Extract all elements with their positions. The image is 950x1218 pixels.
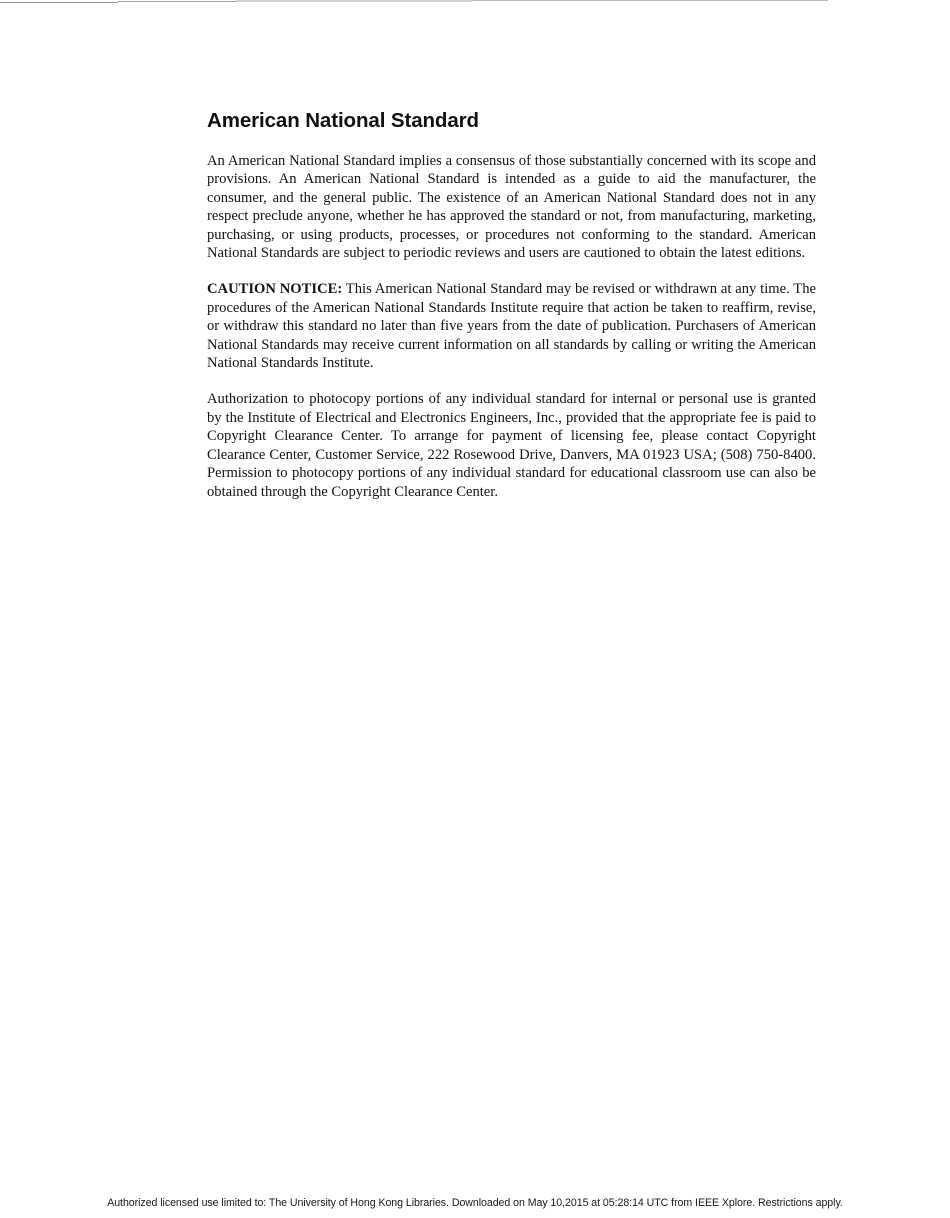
license-footer: Authorized licensed use limited to: The University of Hong Kong Libraries. Downloaded on May 10,2015 at 05:28:14 UTC from IEEE Xplore. Restrictions apply.	[107, 1197, 843, 1209]
paragraph-text: Authorization to photocopy portions of any individual standard for internal or personal use is granted by the Institute of Electrical and Electronics Engineers, Inc., provided that the appropriate fee is paid to Copyright Clearance Center. To arrange for payment of licensing fee, please contact Copyright Clearance Center, Customer Service, 222 Rosewood Drive, Danvers, MA 01923 USA; (508) 750-8400. Permission to photocopy portions of any individual standard for educational classroom use can also be obtained through the Copyright Clearance Center.	[207, 391, 816, 500]
top-edge-rule	[118, 1, 236, 2]
paragraph-text: An American National Standard implies a consensus of those substantially concerned with its scope and provisions. An American National Standard is intended as a guide to aid the manufacturer, the consumer, and the general public. The existence of an American National Standard does not in any respect preclude anyone, whether he has approved the standard or not, from manufacturing, marketing, purchasing, or using products, processes, or procedures not conforming to the standard. American National Standards are subject to periodic reviews and users are cautioned to obtain the latest editions.	[207, 153, 816, 262]
document-body	[207, 108, 816, 519]
page-title: American National Standard	[207, 109, 479, 132]
paragraph-caution-notice	[207, 280, 816, 372]
paragraph-ans-definition	[207, 152, 816, 262]
paragraph-text: This American National Standard may be revised or withdrawn at any time. The procedures of the American National Standards Institute require that action be taken to reaffirm, revise, or withdraw this standard no later than five years from the date of publication. Purchasers of American National Standards may receive current information on all standards by calling or writing the American National Standards Institute.	[207, 281, 816, 372]
top-edge-rule	[472, 0, 828, 1]
caution-notice-label: CAUTION NOTICE:	[207, 281, 343, 298]
top-edge-rule	[0, 2, 118, 3]
paragraph-photocopy-authorization	[207, 390, 816, 500]
top-edge-rule	[236, 0, 472, 2]
